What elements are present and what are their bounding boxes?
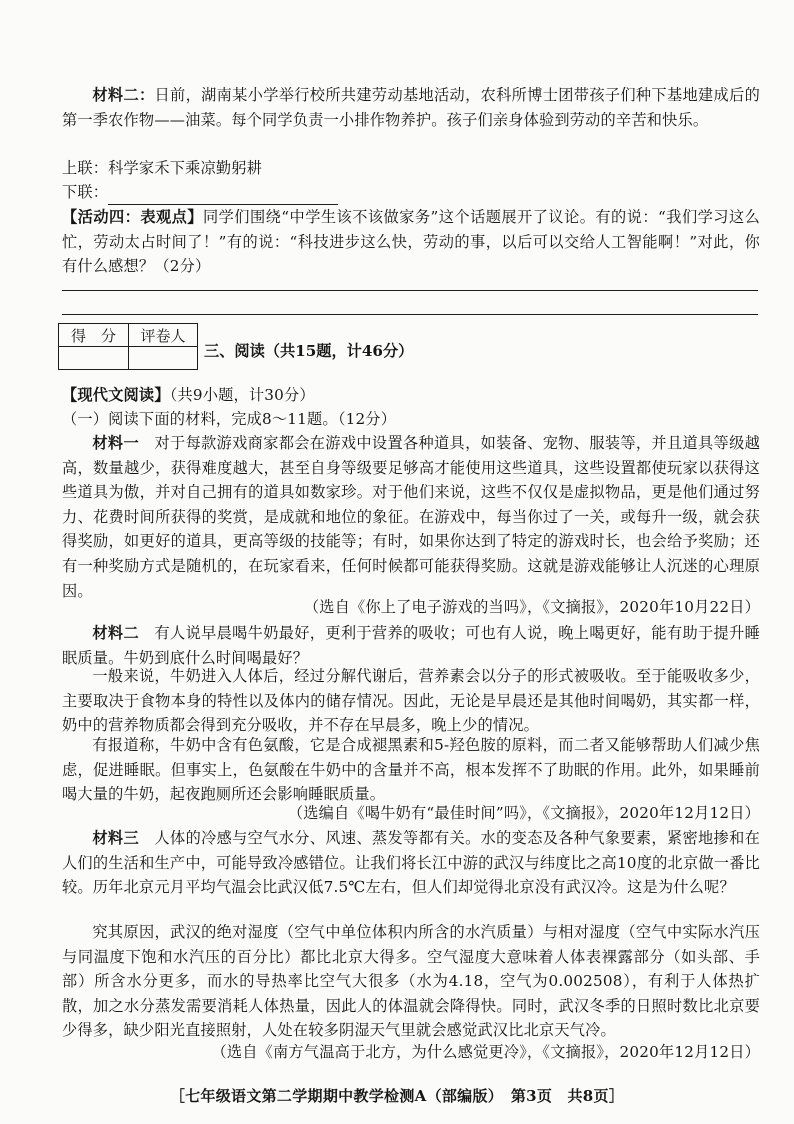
page-footer: ［七年级语文第二学期期中教学检测A（部编版） 第3页 共8页］	[169, 1087, 625, 1105]
couplet-lower-line	[62, 180, 760, 205]
material1-paragraph	[62, 431, 760, 603]
material1-source: （选自《你上了电子游戏的当吗》，《文摘报》，2020年10月22日）	[303, 598, 760, 616]
material2b-p3: 有报道称，牛奶中含有色氨酸，它是合成褪黑素和5-羟色胺的原料，而二者又能够帮助人们减少焦虑，促进睡眠。但事实上，色氨酸在牛奶中的含量并不高，根本发挥不了助眠的作用。此外，如果睡前喝大量的牛奶，起夜跑厕所还会影响睡眠质量。	[62, 736, 760, 804]
activity4-text: 同学们围绕“中学生该不该做家务”这个话题展开了议论。有的说：“我们学习这么忙，劳动太占时间了！”有的说：“科技进步这么快，劳动的事，以后可以交给人工智能啊！”对此，你有什么感想？（2分）	[62, 208, 760, 276]
score-cell[interactable]	[59, 347, 129, 370]
material3-p1	[62, 826, 760, 900]
material3-text1: 人体的冷感与空气水分、风速、蒸发等都有关。水的变态及各种气象要素，紧密地掺和在人们的生活和生产中，可能导致冷感错位。让我们将长江中游的武汉与纬度比之高10度的北京做一番比较。历年北京元月平均气温会比武汉低7.5℃左右，但人们却觉得北京没有武汉冷。这是为什么呢？	[62, 829, 760, 897]
score-box	[58, 323, 198, 370]
material2b-label: 材料二	[92, 624, 139, 642]
material2b-source: （选编自《喝牛奶有“最佳时间”吗》，《文摘报》，2020年12月12日）	[287, 804, 760, 822]
modern-reading-heading	[62, 383, 760, 408]
material2b-p1	[62, 621, 760, 670]
material1-label: 材料一	[92, 434, 139, 452]
couplet-upper: 上联：科学家禾下乘凉勤躬耕	[62, 159, 263, 177]
material2-paragraph	[62, 83, 760, 132]
material2b-text1: 有人说早晨喝牛奶最好，更利于营养的吸收；可也有人说，晚上喝更好，能有助于提升睡眠质量。牛奶到底什么时间喝最好？	[62, 624, 760, 667]
couplet-lower-label: 下联：	[62, 183, 109, 201]
score-label: 得 分	[59, 324, 129, 347]
answer-line-2[interactable]	[62, 314, 758, 315]
modern-reading-count: （共9小题，计30分）	[169, 386, 315, 404]
material3-source: （选自《南方气温高于北方，为什么感觉更冷》，《文摘报》，2020年12月12日）	[211, 1043, 760, 1061]
material2b-p2: 一般来说，牛奶进入人体后，经过分解代谢后，营养素会以分子的形式被吸收。至于能吸收多少，主要取决于食物本身的特性以及体内的储存情况。因此，无论是早晨还是其他时间喝奶，其实都一样，奶中的营养物质都会得到充分吸收，并不存在早晨多，晚上少的情况。	[62, 667, 760, 735]
part1-instruction: （一）阅读下面的材料，完成8～11题。（12分）	[62, 410, 397, 428]
material3-label: 材料三	[92, 829, 139, 847]
answer-line-1[interactable]	[62, 290, 758, 291]
material2-text: 日前，湖南某小学举行校所共建劳动基地活动，农科所博士团带孩子们种下基地建成后的第一季农作物——油菜。每个同学负责一小排作物养护。孩子们亲身体验到劳动的辛苦和快乐。	[62, 86, 760, 129]
section-heading: 三、阅读（共15题，计46分）	[204, 342, 414, 360]
grader-label: 评卷人	[129, 324, 198, 347]
activity4-paragraph	[62, 205, 760, 279]
modern-reading-label: 【现代文阅读】	[62, 386, 170, 404]
material2-label: 材料二：	[92, 86, 155, 104]
grader-cell[interactable]	[129, 347, 198, 370]
activity4-label: 【活动四：表观点】	[62, 208, 203, 226]
material3-p2: 究其原因，武汉的绝对湿度（空气中单位体积内所含的水汽质量）与相对湿度（空气中实际水汽压与同温度下饱和水汽压的百分比）都比北京大得多。空气湿度大意味着人体表裸露部分（如头部、手部）所含水分更多，而水的导热率比空气大很多（水为4.18，空气为0.002508），有利于人体热扩散，加之水分蒸发需要消耗人体热量，因此人的体温就会降得快。同时，武汉冬季的日照时数比北京要少得多，缺少阳光直接照射，人处在较多阴湿天气里就会感觉武汉比北京天气冷。	[62, 923, 760, 1040]
material1-text: 对于每款游戏商家都会在游戏中设置各种道具，如装备、宠物、服装等，并且道具等级越高，数量越少，获得难度越大，甚至自身等级要足够高才能使用这些道具，这些设置都使玩家以获得这些道具为傲，并对自己拥有的道具如数家珍。对于他们来说，这些不仅仅是虚拟物品，更是他们通过努力、花费时间所获得的奖赏，是成就和地位的象征。在游戏中，每当你过了一关，或每升一级，就会获得奖励，如更好的道具，更高等级的技能等；有时，如果你达到了特定的游戏时长，也会给予奖励；还有一种奖励方式是随机的，在玩家看来，任何时候都可能获得奖励。这就是游戏能够让人沉迷的心理原因。	[62, 434, 760, 600]
couplet-lower-blank[interactable]	[108, 186, 338, 205]
